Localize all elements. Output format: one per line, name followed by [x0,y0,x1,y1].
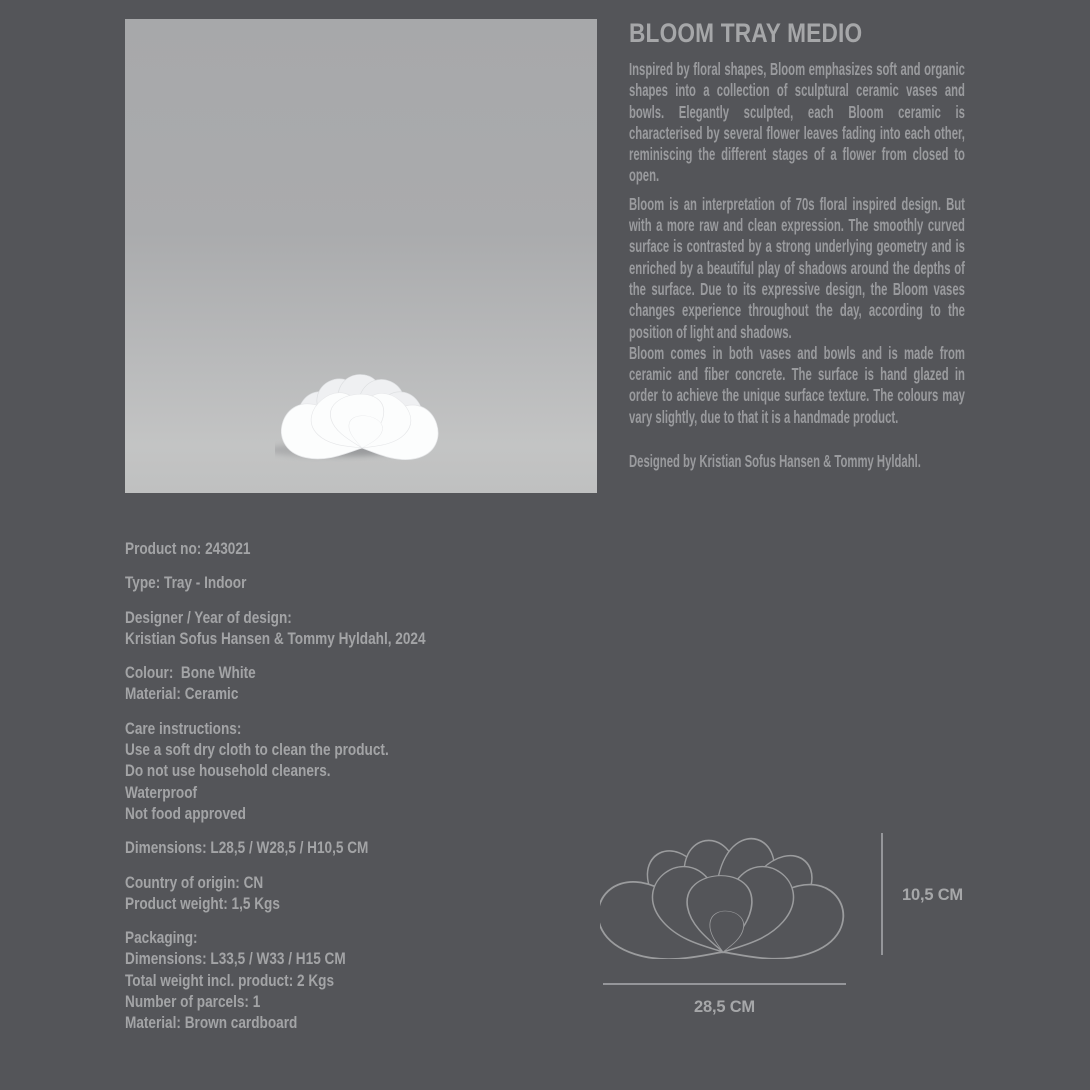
spec-dimensions [125,837,485,858]
product-description [629,59,965,472]
spec-line: Product weight: 1,5 Kgs [125,893,280,913]
spec-line: Colour: Bone White [125,663,256,683]
description-paragraph-1: Inspired by floral shapes, Bloom emphasizes soft and organic shapes into a collection of sculptural ceramic vases and bowls. Elegantly sculpted, each Bloom ceramic is characterised by several flower leaves fading into each other, reminiscing the different stages of a flower from closed to open. [629,59,965,186]
width-dimension-line [603,983,846,985]
description-paragraph-3: Bloom comes in both vases and bowls and is made from ceramic and fiber concrete. The surface is hand glazed in order to achieve the unique surface texture. The colours may vary slightly, due to that it is a handmade product. [629,342,965,427]
spec-line: Total weight incl. product: 2 Kgs [125,970,335,990]
spec-origin-weight [125,872,485,915]
spec-type [125,572,485,593]
spec-line: Designer / Year of design: [125,607,292,627]
spec-line: Use a soft dry cloth to clean the product. [125,740,389,760]
spec-line: Kristian Sofus Hansen & Tommy Hyldahl, 2024 [125,628,426,648]
spec-line: Dimensions: L28,5 / W28,5 / H10,5 CM [125,838,369,858]
spec-line: Dimensions: L33,5 / W33 / H15 CM [125,949,346,969]
spec-product-no [125,538,485,559]
spec-line: Not food approved [125,803,246,823]
spec-line: Packaging: [125,928,198,948]
spec-line: Type: Tray - Indoor [125,573,247,593]
designer-credit: Designed by Kristian Sofus Hansen & Tommy Hyldahl. [629,451,921,472]
spec-line: Number of parcels: 1 [125,992,261,1012]
height-dimension-line [881,833,883,955]
spec-care [125,718,485,824]
spec-line: Waterproof [125,782,198,802]
bloom-tray-product-image [275,350,447,462]
description-paragraph-2: Bloom is an interpretation of 70s floral inspired design. But with a more raw and clean expression. The smoothly curved surface is contrasted by a strong underlying geometry and is enriched by a beautiful play of shadows around the depths of the surface. Due to its expressive design, the Bloom vases changes experience throughout the day, according to the position of light and shadows. [629,193,965,342]
spec-designer [125,607,485,650]
product-photo [125,19,597,493]
page-title: BLOOM TRAY MEDIO [629,18,863,48]
spec-line: Material: Brown cardboard [125,1013,298,1033]
spec-line: Country of origin: CN [125,872,264,892]
spec-line: Care instructions: [125,718,242,738]
spec-list [125,538,485,1047]
width-dimension-label: 28,5 CM [694,998,755,1016]
height-dimension-label: 10,5 CM [902,886,963,904]
spec-line: Do not use household cleaners. [125,761,331,781]
bloom-tray-line-drawing [600,831,853,959]
spec-line: Material: Ceramic [125,684,239,704]
spec-line: Product no: 243021 [125,539,251,558]
spec-packaging [125,927,485,1033]
spec-colour-material [125,662,485,705]
